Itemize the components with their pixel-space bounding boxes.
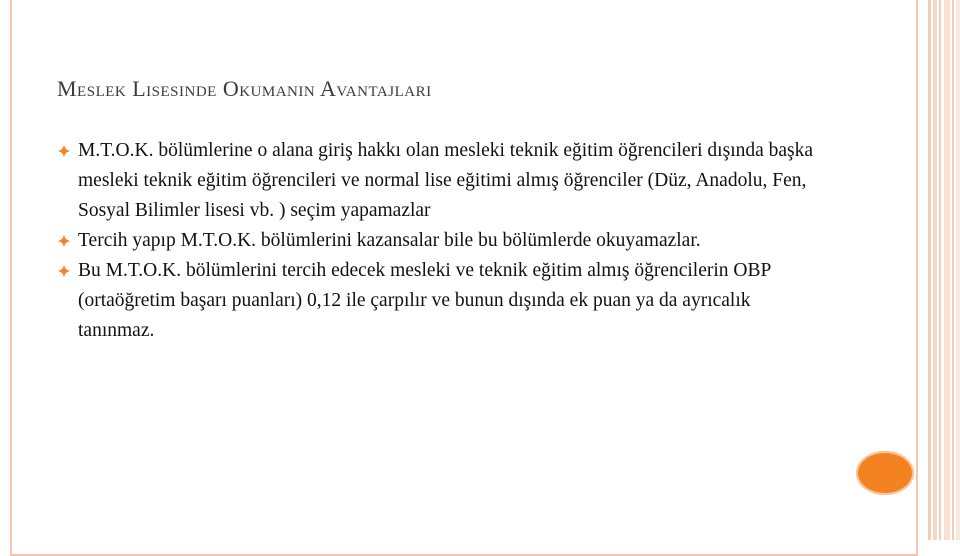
bullet-text: Tercih yapıp M.T.O.K. bölümlerini kazansalar bile bu bölümlerde okuyamazlar. bbox=[78, 230, 701, 251]
bullet-text: Bu M.T.O.K. bölümlerini tercih edecek mesleki ve teknik eğitim almış öğrencilerin OBP (ortaöğretim başarı puanları) 0,12 ile çarpılır ve bunun dışında ek puan ya da ayrıcalık tanınmaz. bbox=[78, 260, 771, 341]
bullet-list bbox=[57, 136, 817, 346]
decorative-stripe bbox=[928, 0, 931, 540]
four-point-star-icon bbox=[57, 144, 71, 158]
decorative-stripe bbox=[956, 0, 960, 540]
orange-circle-decoration bbox=[856, 451, 914, 495]
bullet-item bbox=[57, 256, 817, 346]
decorative-stripe bbox=[944, 0, 950, 540]
bullet-item bbox=[57, 136, 817, 226]
decorative-stripe bbox=[933, 0, 937, 540]
four-point-star-icon bbox=[57, 264, 71, 278]
bullet-item bbox=[57, 226, 817, 256]
four-point-star-icon bbox=[57, 234, 71, 248]
decorative-stripe bbox=[952, 0, 954, 540]
slide-title: Meslek Lisesinde Okumanın Avantajları bbox=[57, 76, 432, 101]
decorative-stripe bbox=[939, 0, 941, 540]
bullet-text: M.T.O.K. bölümlerine o alana giriş hakkı olan mesleki teknik eğitim öğrencileri dışında başka mesleki teknik eğitim öğrencileri ve normal lise eğitimi almış öğrenciler (Düz, Anadolu, Fen, Sosyal Bilimler lisesi vb. ) seçim yapamazlar bbox=[78, 140, 814, 221]
